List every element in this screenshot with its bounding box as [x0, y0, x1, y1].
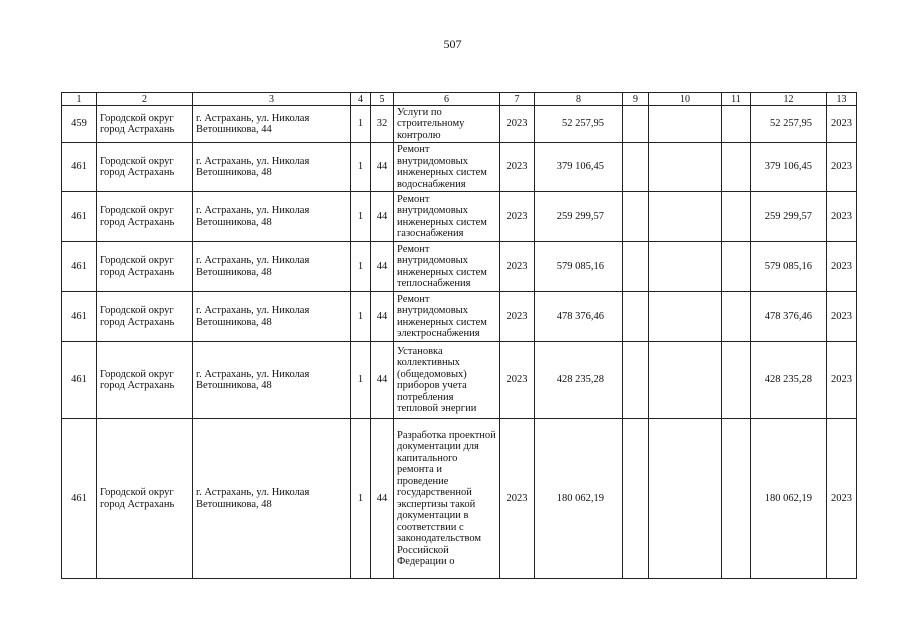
work-type-cell: Ремонт внутридомовых инженерных систем теплоснабжения — [394, 242, 500, 292]
column-9-cell — [623, 106, 649, 143]
column-header: 9 — [623, 93, 649, 106]
column-11-cell — [722, 143, 751, 192]
column-5-cell: 44 — [371, 242, 394, 292]
municipality-cell: Городской округ город Астрахань — [97, 192, 193, 242]
column-11-cell — [722, 192, 751, 242]
column-header: 3 — [193, 93, 351, 106]
address-cell: г. Астрахань, ул. Николая Ветошникова, 48 — [193, 242, 351, 292]
end-year-cell: 2023 — [827, 143, 857, 192]
address-cell: г. Астрахань, ул. Николая Ветошникова, 48 — [193, 143, 351, 192]
row-number-cell: 461 — [62, 192, 97, 242]
column-9-cell — [623, 143, 649, 192]
municipality-cell: Городской округ город Астрахань — [97, 419, 193, 579]
address-cell: г. Астрахань, ул. Николая Ветошникова, 48 — [193, 292, 351, 342]
column-9-cell — [623, 242, 649, 292]
end-year-cell: 2023 — [827, 106, 857, 143]
work-type-cell: Услуги по строительному контролю — [394, 106, 500, 143]
year-cell: 2023 — [500, 192, 535, 242]
table-row — [62, 192, 857, 242]
year-cell: 2023 — [500, 106, 535, 143]
amount-cell: 478 376,46 — [535, 292, 623, 342]
amount-cell: 259 299,57 — [535, 192, 623, 242]
column-header: 5 — [371, 93, 394, 106]
year-cell: 2023 — [500, 143, 535, 192]
end-year-cell: 2023 — [827, 192, 857, 242]
address-cell: г. Астрахань, ул. Николая Ветошникова, 48 — [193, 192, 351, 242]
row-number-cell: 461 — [62, 342, 97, 419]
end-year-cell: 2023 — [827, 419, 857, 579]
column-header: 13 — [827, 93, 857, 106]
row-number-cell: 461 — [62, 242, 97, 292]
table-row — [62, 342, 857, 419]
end-year-cell: 2023 — [827, 292, 857, 342]
column-5-cell: 44 — [371, 292, 394, 342]
column-5-cell: 44 — [371, 342, 394, 419]
capital-repair-table — [61, 92, 857, 579]
column-header: 4 — [351, 93, 371, 106]
column-5-cell: 32 — [371, 106, 394, 143]
table-row — [62, 106, 857, 143]
row-number-cell: 461 — [62, 143, 97, 192]
work-type-cell: Ремонт внутридомовых инженерных систем водоснабжения — [394, 143, 500, 192]
work-type-cell: Ремонт внутридомовых инженерных систем газоснабжения — [394, 192, 500, 242]
row-number-cell: 461 — [62, 419, 97, 579]
column-header: 6 — [394, 93, 500, 106]
row-number-cell: 461 — [62, 292, 97, 342]
column-4-cell: 1 — [351, 242, 371, 292]
column-10-cell — [649, 106, 722, 143]
column-11-cell — [722, 292, 751, 342]
municipality-cell: Городской округ город Астрахань — [97, 143, 193, 192]
address-cell: г. Астрахань, ул. Николая Ветошникова, 48 — [193, 419, 351, 579]
column-header: 8 — [535, 93, 623, 106]
year-cell: 2023 — [500, 419, 535, 579]
municipality-cell: Городской округ город Астрахань — [97, 106, 193, 143]
column-4-cell: 1 — [351, 106, 371, 143]
column-10-cell — [649, 342, 722, 419]
municipality-cell: Городской округ город Астрахань — [97, 342, 193, 419]
column-10-cell — [649, 419, 722, 579]
table-row — [62, 242, 857, 292]
address-cell: г. Астрахань, ул. Николая Ветошникова, 44 — [193, 106, 351, 143]
column-number-row — [62, 93, 857, 106]
work-type-cell: Разработка проектной документации для капитального ремонта и проведение государственной экспертизы такой документации в соответствии с законодательством Российской Федерации о — [394, 419, 500, 579]
municipality-cell: Городской округ город Астрахань — [97, 292, 193, 342]
column-header: 7 — [500, 93, 535, 106]
address-cell: г. Астрахань, ул. Николая Ветошникова, 48 — [193, 342, 351, 419]
column-9-cell — [623, 419, 649, 579]
column-11-cell — [722, 342, 751, 419]
municipality-cell: Городской округ город Астрахань — [97, 242, 193, 292]
total-cell: 52 257,95 — [751, 106, 827, 143]
total-cell: 259 299,57 — [751, 192, 827, 242]
amount-cell: 52 257,95 — [535, 106, 623, 143]
column-11-cell — [722, 419, 751, 579]
column-header: 2 — [97, 93, 193, 106]
row-number-cell: 459 — [62, 106, 97, 143]
column-9-cell — [623, 192, 649, 242]
column-5-cell: 44 — [371, 419, 394, 579]
column-11-cell — [722, 106, 751, 143]
column-4-cell: 1 — [351, 143, 371, 192]
table-row — [62, 419, 857, 579]
year-cell: 2023 — [500, 242, 535, 292]
end-year-cell: 2023 — [827, 342, 857, 419]
total-cell: 180 062,19 — [751, 419, 827, 579]
column-header: 10 — [649, 93, 722, 106]
table-row — [62, 292, 857, 342]
column-11-cell — [722, 242, 751, 292]
amount-cell: 428 235,28 — [535, 342, 623, 419]
column-9-cell — [623, 342, 649, 419]
total-cell: 478 376,46 — [751, 292, 827, 342]
total-cell: 428 235,28 — [751, 342, 827, 419]
column-4-cell: 1 — [351, 292, 371, 342]
column-header: 1 — [62, 93, 97, 106]
total-cell: 579 085,16 — [751, 242, 827, 292]
column-10-cell — [649, 292, 722, 342]
column-4-cell: 1 — [351, 342, 371, 419]
end-year-cell: 2023 — [827, 242, 857, 292]
amount-cell: 180 062,19 — [535, 419, 623, 579]
column-5-cell: 44 — [371, 143, 394, 192]
work-type-cell: Установка коллективных (общедомовых) приборов учета потребления тепловой энергии — [394, 342, 500, 419]
table-row — [62, 143, 857, 192]
work-type-cell: Ремонт внутридомовых инженерных систем электроснабжения — [394, 292, 500, 342]
column-10-cell — [649, 242, 722, 292]
total-cell: 379 106,45 — [751, 143, 827, 192]
column-10-cell — [649, 192, 722, 242]
amount-cell: 579 085,16 — [535, 242, 623, 292]
amount-cell: 379 106,45 — [535, 143, 623, 192]
column-header: 12 — [751, 93, 827, 106]
column-5-cell: 44 — [371, 192, 394, 242]
column-header: 11 — [722, 93, 751, 106]
column-9-cell — [623, 292, 649, 342]
column-4-cell: 1 — [351, 419, 371, 579]
page-number: 507 — [443, 37, 462, 51]
year-cell: 2023 — [500, 292, 535, 342]
column-4-cell: 1 — [351, 192, 371, 242]
column-10-cell — [649, 143, 722, 192]
year-cell: 2023 — [500, 342, 535, 419]
